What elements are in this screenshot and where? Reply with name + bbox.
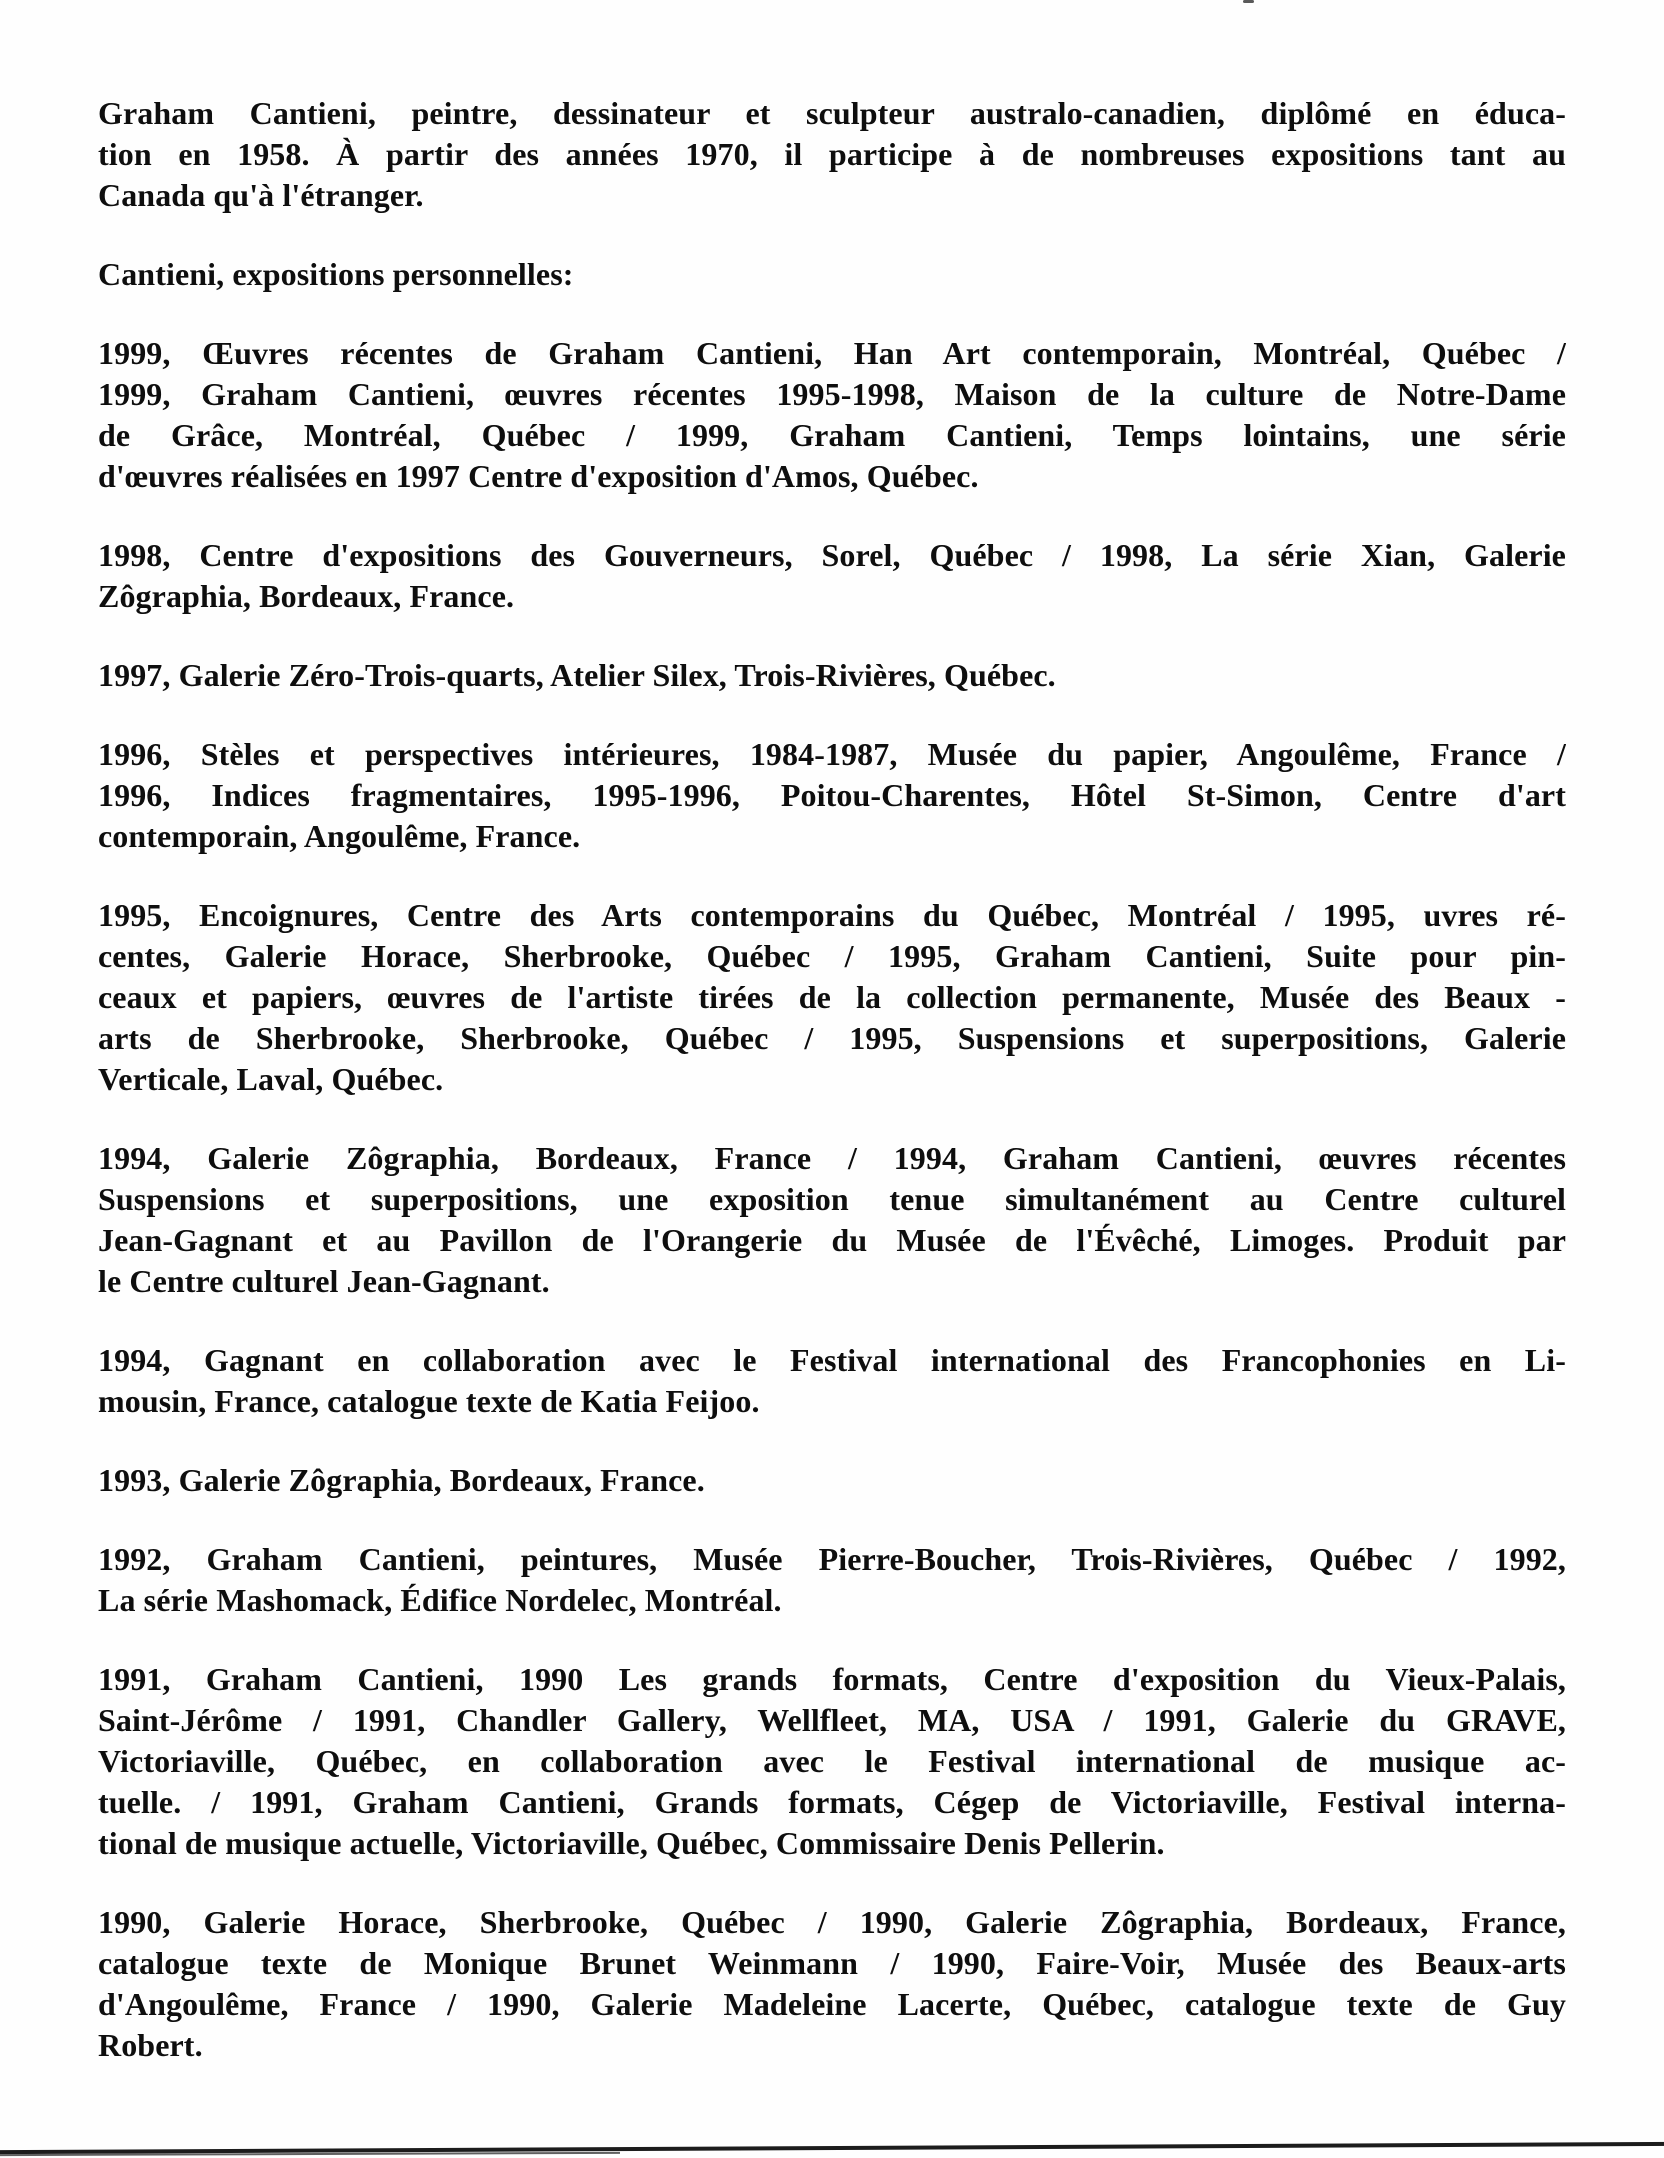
text-line: Robert. — [98, 2027, 203, 2063]
text-line: 1994, Gagnant en collaboration avec le Festival international des Francophonies en Li- — [98, 1342, 1566, 1378]
entry-1995 — [98, 895, 1566, 1100]
text-line: 1996, Stèles et perspectives intérieures, 1984-1987, Musée du papier, Angoulême, France / — [98, 736, 1566, 772]
text-line: arts de Sherbrooke, Sherbrooke, Québec / 1995, Suspensions et superpositions, Galerie — [98, 1020, 1566, 1056]
text-line: 1996, Indices fragmentaires, 1995-1996, Poitou-Charentes, Hôtel St-Simon, Centre d'art — [98, 777, 1566, 813]
text-line: d'Angoulême, France / 1990, Galerie Madeleine Lacerte, Québec, catalogue texte de Guy — [98, 1986, 1566, 2022]
text-line: 1992, Graham Cantieni, peintures, Musée Pierre-Boucher, Trois-Rivières, Québec / 1992, — [98, 1541, 1566, 1577]
text-line: mousin, France, catalogue texte de Katia Feijoo. — [98, 1383, 760, 1419]
paragraph-intro — [98, 93, 1566, 216]
text-line: 1995, Encoignures, Centre des Arts contemporains du Québec, Montréal / 1995, uvres ré- — [98, 897, 1566, 933]
text-line: 1990, Galerie Horace, Sherbrooke, Québec / 1990, Galerie Zôgraphia, Bordeaux, France, — [98, 1904, 1566, 1940]
entry-1992 — [98, 1539, 1566, 1621]
text-line: Zôgraphia, Bordeaux, France. — [98, 578, 515, 614]
text-line: le Centre culturel Jean-Gagnant. — [98, 1263, 550, 1299]
entry-1990 — [98, 1902, 1566, 2066]
entry-1998 — [98, 535, 1566, 617]
document-text-block — [98, 93, 1566, 2104]
text-line: 1999, Œuvres récentes de Graham Cantieni, Han Art contemporain, Montréal, Québec / — [98, 335, 1566, 371]
entry-1991 — [98, 1659, 1566, 1864]
text-line: Saint-Jérôme / 1991, Chandler Gallery, Wellfleet, MA, USA / 1991, Galerie du GRAVE, — [98, 1702, 1566, 1738]
text-line: La série Mashomack, Édifice Nordelec, Montréal. — [98, 1582, 782, 1618]
text-line: 1998, Centre d'expositions des Gouverneurs, Sorel, Québec / 1998, La série Xian, Galerie — [98, 537, 1566, 573]
text-line: centes, Galerie Horace, Sherbrooke, Québec / 1995, Graham Cantieni, Suite pour pin- — [98, 938, 1566, 974]
text-line: 1999, Graham Cantieni, œuvres récentes 1995-1998, Maison de la culture de Notre-Dame — [98, 376, 1566, 412]
text-line: Suspensions et superpositions, une exposition tenue simultanément au Centre culturel — [98, 1181, 1566, 1217]
text-line: 1991, Graham Cantieni, 1990 Les grands formats, Centre d'exposition du Vieux-Palais, — [98, 1661, 1566, 1697]
text-line: 1994, Galerie Zôgraphia, Bordeaux, France / 1994, Graham Cantieni, œuvres récentes — [98, 1140, 1566, 1176]
text-line: Canada qu'à l'étranger. — [98, 177, 424, 213]
text-line: Verticale, Laval, Québec. — [98, 1061, 444, 1097]
entry-1993 — [98, 1460, 1566, 1501]
text-line: ceaux et papiers, œuvres de l'artiste tirées de la collection permanente, Musée des Beaux - — [98, 979, 1566, 1015]
text-line: tion en 1958. À partir des années 1970, il participe à de nombreuses expositions tant au — [98, 136, 1566, 172]
text-line: 1997, Galerie Zéro-Trois-quarts, Atelier Silex, Trois-Rivières, Québec. — [98, 657, 1056, 693]
text-line: d'œuvres réalisées en 1997 Centre d'exposition d'Amos, Québec. — [98, 458, 979, 494]
text-line: Jean-Gagnant et au Pavillon de l'Orangerie du Musée de l'Évêché, Limoges. Produit par — [98, 1222, 1566, 1258]
text-line: tuelle. / 1991, Graham Cantieni, Grands formats, Cégep de Victoriaville, Festival interna- — [98, 1784, 1566, 1820]
entry-1996 — [98, 734, 1566, 857]
entry-1997 — [98, 655, 1566, 696]
scan-speck-artifact — [1243, 0, 1254, 3]
text-line: Victoriaville, Québec, en collaboration avec le Festival international de musique ac- — [98, 1743, 1566, 1779]
entry-1994-collaboration — [98, 1340, 1566, 1422]
entry-1999 — [98, 333, 1566, 497]
entry-1994-expositions — [98, 1138, 1566, 1302]
text-line: de Grâce, Montréal, Québec / 1999, Graham Cantieni, Temps lointains, une série — [98, 417, 1566, 453]
text-line: catalogue texte de Monique Brunet Weinmann / 1990, Faire-Voir, Musée des Beaux-arts — [98, 1945, 1566, 1981]
text-line: contemporain, Angoulême, France. — [98, 818, 581, 854]
text-line: Cantieni, expositions personnelles: — [98, 256, 574, 292]
section-heading-expositions-personnelles — [98, 254, 1566, 295]
text-line: 1993, Galerie Zôgraphia, Bordeaux, France. — [98, 1462, 705, 1498]
text-line: Graham Cantieni, peintre, dessinateur et sculpteur australo-canadien, diplômé en éduca- — [98, 95, 1566, 131]
text-line: tional de musique actuelle, Victoriaville, Québec, Commissaire Denis Pellerin. — [98, 1825, 1165, 1861]
